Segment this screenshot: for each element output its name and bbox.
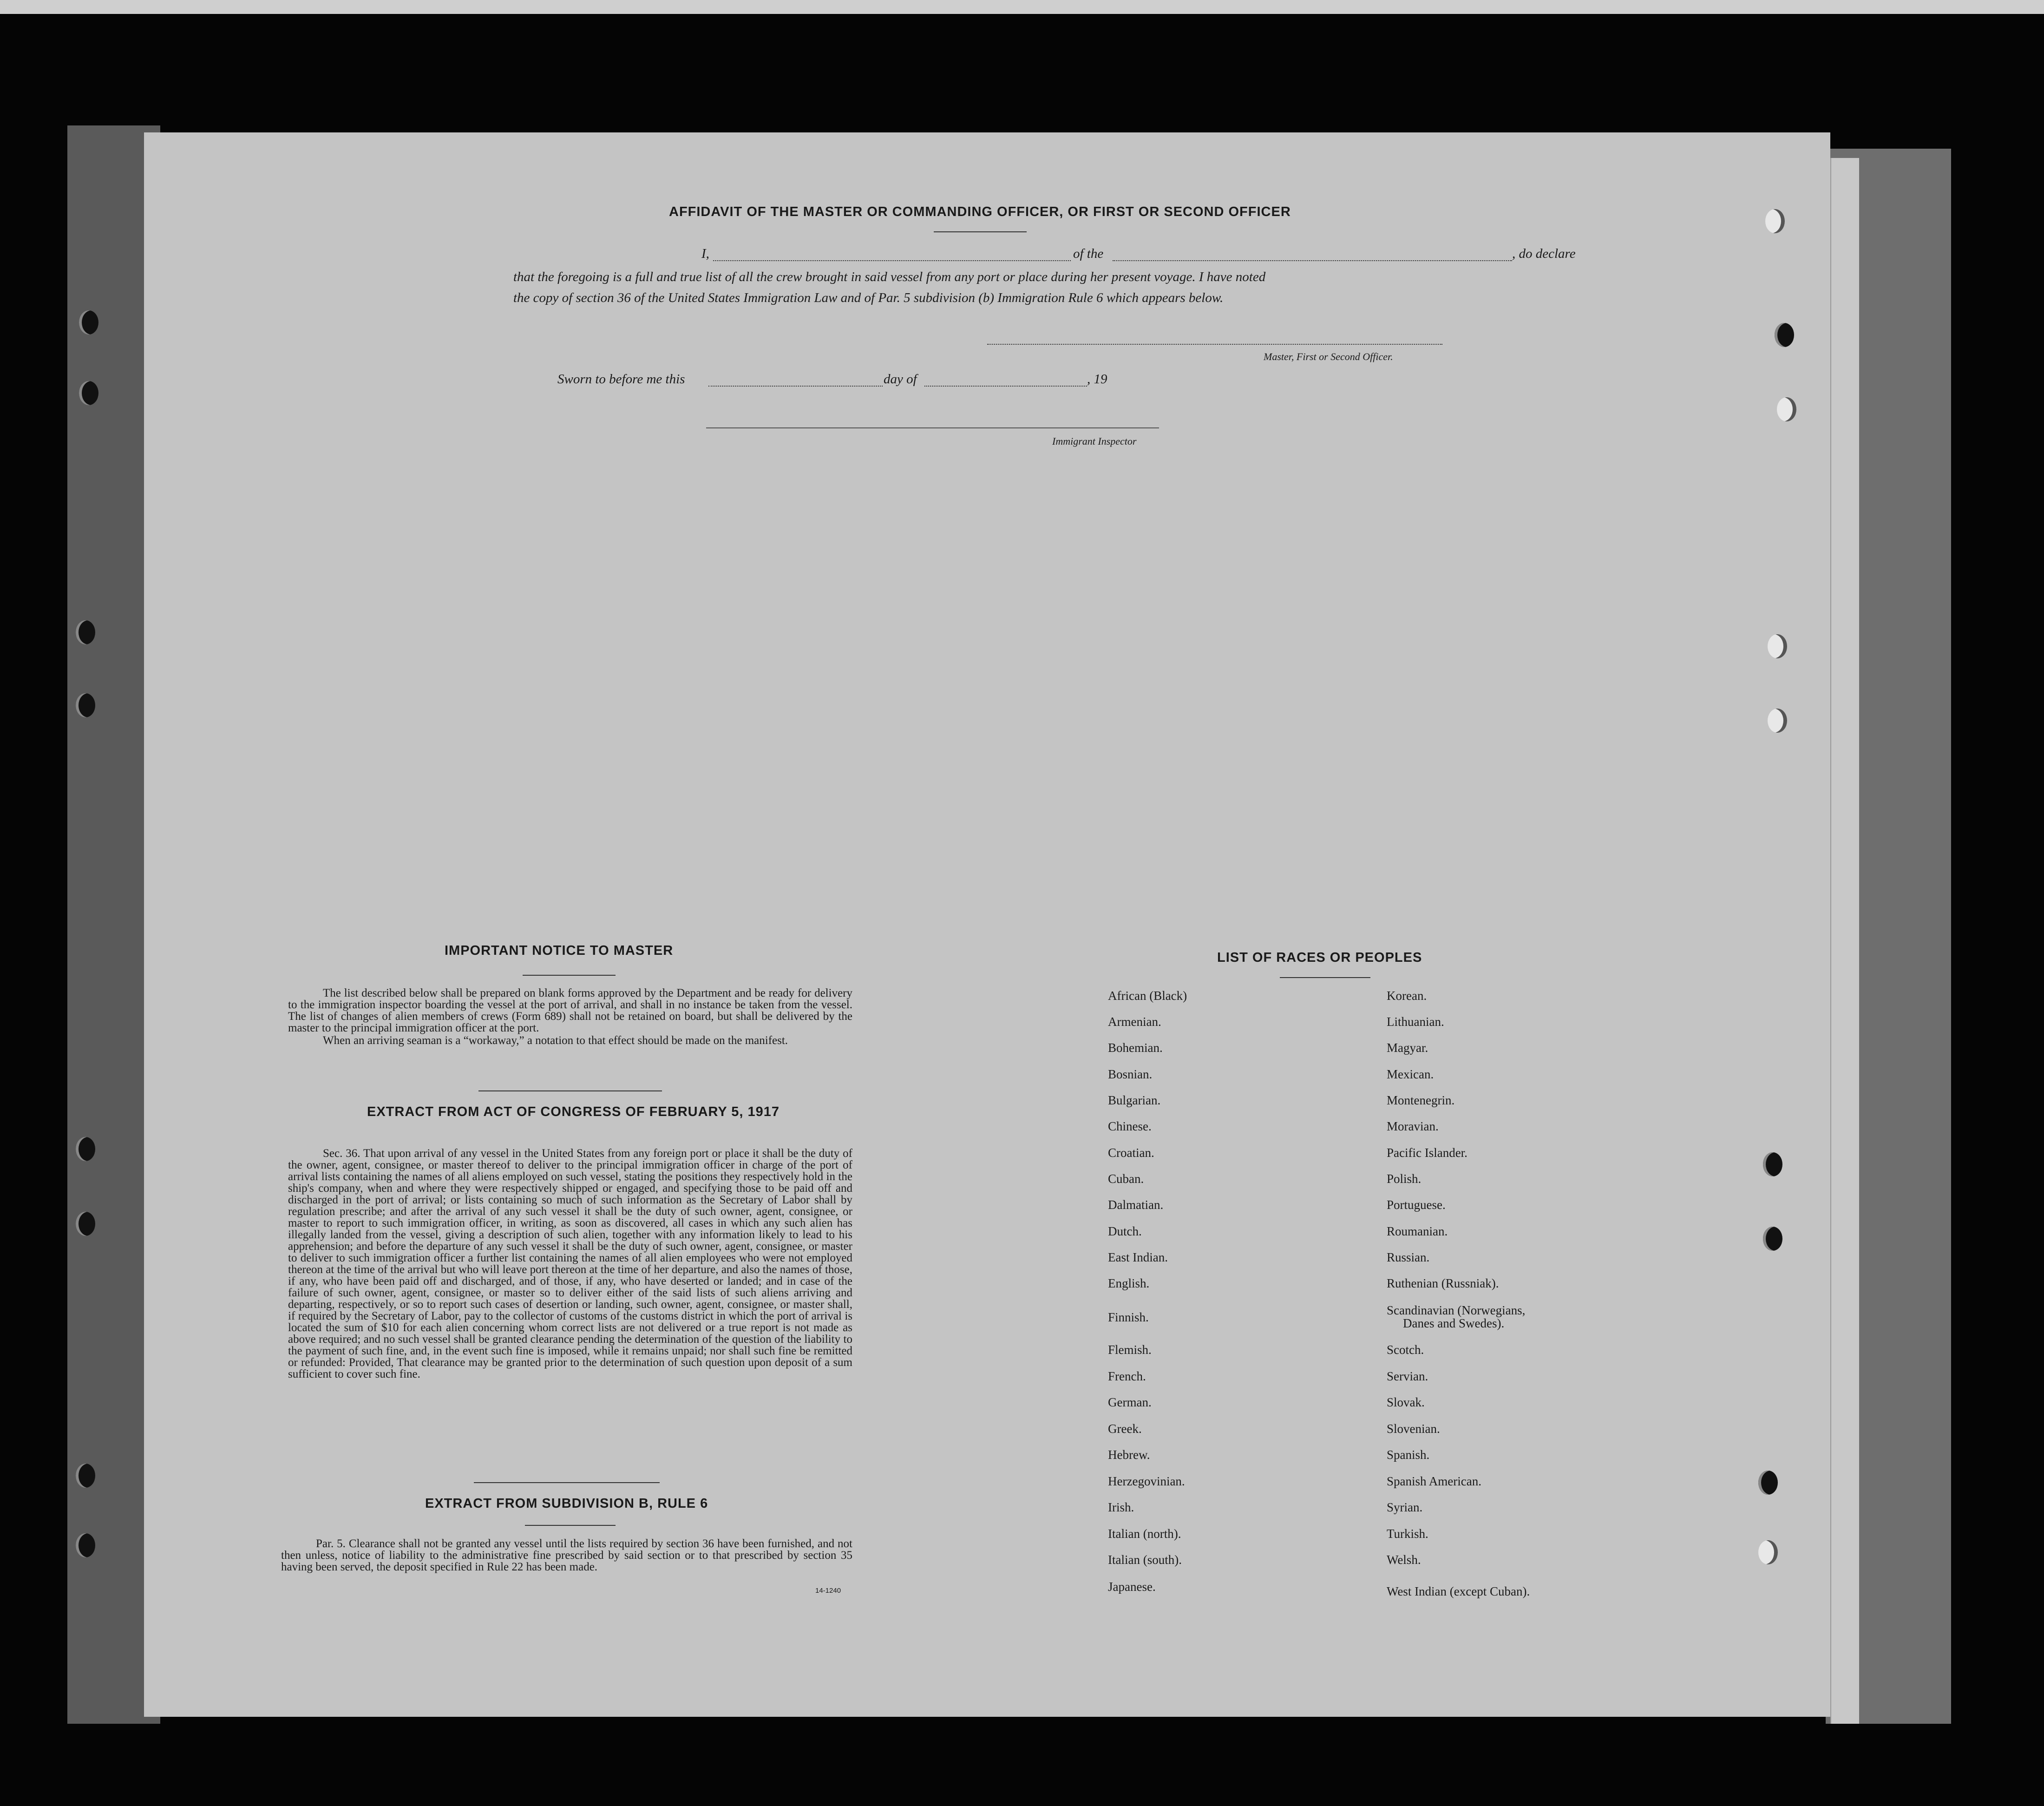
extract-rule-text: Par. 5. Clearance shall not be granted any vessel until the lists required by section 36 have been furnished, and not then unless, notice of liability to the administrative fine prescribed by said section or to that prescribed by section 35 having been served, the deposit specified in Rule 22 has been made. [281,1537,852,1573]
race-item-right: Spanish American. [1387,1474,1481,1488]
punch-hole [1775,323,1794,347]
page-stack-edge [1830,158,1859,1724]
punch-hole [1768,634,1787,658]
race-item-right: Welsh. [1387,1553,1421,1567]
race-item-right: Scotch. [1387,1343,1424,1357]
race-item-right: Montenegrin. [1387,1093,1455,1107]
punch-hole [76,1533,95,1557]
race-item-left: English. [1108,1276,1150,1290]
race-item-left: Dalmatian. [1108,1198,1164,1212]
divider [478,1090,662,1091]
race-item-right: Ruthenian (Russniak). [1387,1276,1499,1290]
vessel-blank[interactable] [1113,260,1512,261]
race-item-left: French. [1108,1369,1146,1383]
extract-act-title: EXTRACT FROM ACT OF CONGRESS OF FEBRUARY 5, 1917 [367,1104,780,1119]
sworn-label: Sworn to before me this [557,372,685,387]
race-item-left: African (Black) [1108,989,1187,1003]
race-item-left: Bohemian. [1108,1041,1163,1055]
race-item-right: Turkish. [1387,1527,1428,1541]
race-item-left: Irish. [1108,1500,1134,1514]
race-item-left: Italian (north). [1108,1527,1181,1541]
race-item-right: Portuguese. [1387,1198,1446,1212]
race-item-left: Bulgarian. [1108,1093,1161,1107]
punch-hole [1758,1540,1778,1564]
race-item-left: Bosnian. [1108,1067,1153,1081]
inspector-signature-label: Immigrant Inspector [1052,435,1137,447]
race-item-right: Roumanian. [1387,1224,1448,1238]
form-number: 14-1240 [815,1587,841,1595]
divider [474,1482,660,1483]
punch-hole [1763,1152,1782,1176]
races-title: LIST OF RACES OR PEOPLES [1217,950,1422,965]
race-item-right: Lithuanian. [1387,1015,1444,1029]
punch-hole [76,693,95,717]
punch-hole [1763,1227,1782,1251]
punch-hole [79,381,98,405]
inspector-signature-line[interactable] [706,427,1159,428]
race-item-left: Japanese. [1108,1580,1156,1594]
divider [934,231,1027,232]
race-item-left: Herzegovinian. [1108,1474,1185,1488]
punch-hole [76,1212,95,1236]
notice-paragraph-2: When an arriving seaman is a “workaway,” a notation to that effect should be made on the manifest. [323,1034,788,1047]
manifest-page [144,132,1830,1717]
divider [523,975,616,976]
race-item-left: Dutch. [1108,1224,1142,1238]
race-item-left: Cuban. [1108,1172,1144,1186]
punch-hole [76,1464,95,1488]
affidavit-line-3: the copy of section 36 of the United States Immigration Law and of Par. 5 subdivision (b) Immigration Rule 6 which appears below. [513,290,1224,305]
divider [1280,977,1370,978]
race-item-right: Korean. [1387,989,1427,1003]
race-item-left: Chinese. [1108,1119,1152,1133]
year-label: , 19 [1087,372,1107,387]
race-item-left: Finnish. [1108,1310,1149,1324]
divider [525,1525,616,1526]
sworn-day-blank[interactable] [708,386,883,387]
race-item-right: Magyar. [1387,1041,1428,1055]
affidavit-declare-label: , do declare [1512,246,1576,261]
race-item-left: East Indian. [1108,1250,1168,1264]
race-item-right: Mexican. [1387,1067,1434,1081]
punch-hole [79,310,98,335]
notice-paragraph-1: The list described below shall be prepared on blank forms approved by the Department and be ready for delivery to the immigration inspector boarding the vessel at the port of arrival, and shall in no instance be taken from the vessel. The list of changes of alien members of crews (Form 689) shall not be retained on board, but shall be delivered by the master to the principal immigration officer at the port. [288,987,852,1034]
race-item-right: Russian. [1387,1250,1430,1264]
punch-hole [76,620,95,644]
affidavit-i-label: I, [701,246,709,261]
race-item-right: Slovenian. [1387,1422,1440,1436]
punch-hole [1777,397,1796,421]
affidavit-title: AFFIDAVIT OF THE MASTER OR COMMANDING OFFICER, OR FIRST OR SECOND OFFICER [669,204,1291,219]
affidavit-of-the-label: of the [1073,246,1104,261]
race-item-right: West Indian (except Cuban). [1387,1584,1530,1598]
race-item-left: Greek. [1108,1422,1142,1436]
race-item-left: Flemish. [1108,1343,1152,1357]
punch-hole [1765,209,1785,233]
sworn-month-blank[interactable] [924,386,1087,387]
scan-top-strip [0,0,2044,14]
extract-act-text: Sec. 36. That upon arrival of any vessel in the United States from any foreign port or place it shall be the duty of the owner, agent, consignee, or master thereof to deliver to the principal immigration officer in charge of the port of arrival lists containing the names of all aliens employed on such vessel, stating the positions they respectively hold in the ship's company, when and where they were respectively shipped or engaged, and specifying those to be paid off and discharged in the port of arrival; or lists containing so much of such information as the Secretary of Labor shall by regulation prescribe; and after the arrival of any such vessel it shall be the duty of such owner, agent, consignee, or master to report to such immigration officer, in writing, as soon as discovered, all cases in which any such alien has illegally landed from the vessel, giving a description of such alien, together with any information likely to lead to his apprehension; and before the departure of any such vessel it shall be the duty of such owner, agent, consignee, or master to deliver to such immigration officer a further list containing the names of all alien employees who were not employed thereon at the time of the arrival but who will leave port thereon at the time of her departure, and also the names of those, if any, who have been paid off and discharged, and of those, if any, who have deserted or landed; and in case of the failure of such owner, agent, consignee, or master so to deliver either of the said lists of such aliens arriving and departing, respectively, or so to report such cases of desertion or landing, such owner, agent, consignee, or master shall, if required by the Secretary of Labor, pay to the collector of customs of the customs district in which the port of arrival is located the sum of $10 for each alien concerning whom correct lists are not delivered or a true report is not made as above required; and no such vessel shall be granted clearance pending the determination of the question of the liability to the payment of such fine, and, in the event such fine is imposed, while it remains unpaid; nor shall such fine be remitted or refunded: Provided, That clearance may be granted prior to the determination of such question upon deposit of a sum sufficient to cover such fine. [288,1147,852,1380]
race-item-left: Italian (south). [1108,1553,1182,1567]
race-item-right: Scandinavian (Norwegians, [1387,1303,1526,1317]
notice-title: IMPORTANT NOTICE TO MASTER [445,943,674,958]
punch-hole [1768,709,1787,733]
punch-hole [1758,1471,1778,1495]
affidavit-line-2: that the foregoing is a full and true list of all the crew brought in said vessel from any port or place during her present voyage. I have noted [513,269,1266,284]
race-item-right: Pacific Islander. [1387,1146,1467,1160]
race-item-right: Spanish. [1387,1448,1430,1462]
race-item-right: Danes and Swedes). [1403,1316,1505,1330]
extract-rule-title: EXTRACT FROM SUBDIVISION B, RULE 6 [425,1496,708,1511]
race-item-right: Servian. [1387,1369,1428,1383]
race-item-left: Hebrew. [1108,1448,1150,1462]
day-of-label: day of [884,372,917,387]
race-item-right: Syrian. [1387,1500,1423,1514]
race-item-left: German. [1108,1395,1152,1409]
master-signature-label: Master, First or Second Officer. [1264,351,1393,362]
master-signature-line[interactable] [987,344,1442,345]
punch-hole [76,1137,95,1161]
race-item-right: Slovak. [1387,1395,1425,1409]
race-item-left: Croatian. [1108,1146,1154,1160]
race-item-left: Armenian. [1108,1015,1161,1029]
name-blank[interactable] [713,260,1071,261]
race-item-right: Moravian. [1387,1119,1439,1133]
race-item-right: Polish. [1387,1172,1422,1186]
